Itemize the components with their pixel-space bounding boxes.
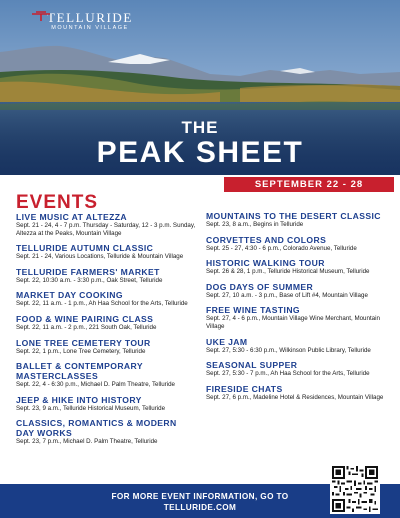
event-title: TELLURIDE FARMERS' MARKET [16,266,160,277]
event-item [206,235,386,253]
event-title: MOUNTAINS TO THE DESERT CLASSIC [206,211,381,221]
event-detail: Sept. 22, 4 - 6:30 p.m., Michael D. Palm Theatre, Telluride [16,381,176,389]
title-the: THE [181,118,219,137]
events-column-left [16,212,196,452]
event-title: FIRESIDE CHATS [206,383,283,394]
event-title: TELLURIDE AUTUMN CLASSIC [16,243,154,254]
event-detail: Sept. 27, 5:30 - 6:30 p.m., Wilkinson Public Library, Telluride [206,346,371,354]
qr-code-icon [332,466,378,512]
event-item [206,258,386,276]
event-detail: Sept. 22, 11 a.m. - 1 p.m., Ah Haa School for the Arts, Telluride [16,300,188,308]
event-item [206,282,386,300]
footer-text: FOR MORE EVENT INFORMATION, GO TO [111,492,289,501]
event-detail: Sept. 23, 7 p.m., Michael D. Palm Theatre, Telluride [16,438,158,446]
telluride-logo [30,11,150,32]
event-detail: Sept. 27, 10 a.m. - 3 p.m., Base of Lift #4, Mountain Village [206,291,368,299]
event-detail: Sept. 22, 1 p.m., Lone Tree Cemetery, Telluride [16,347,146,355]
event-title: FREE WINE TASTING [206,305,301,316]
events-column-right [206,211,386,407]
event-detail: Sept. 22, 10:30 a.m. - 3:30 p.m., Oak Street, Telluride [16,276,163,284]
event-detail: Sept. 23, 8 a.m., Begins in Telluride [206,221,304,228]
page-title: PEAK SHEET [96,136,304,169]
event-item [16,418,196,446]
brand-tagline: MOUNTAIN VILLAGE [51,25,129,31]
event-title: BALLET & CONTEMPORARY MASTERCLASSES [16,361,143,382]
brand-name: TELLURIDE [47,10,133,25]
logo-emblem-icon [30,11,52,21]
event-title: DOG DAYS OF SUMMER [206,281,314,292]
event-item [206,384,386,402]
event-item [16,243,196,261]
event-title: JEEP & HIKE INTO HISTORY [16,394,142,405]
event-detail: Sept. 22, 11 a.m. - 2 p.m., 221 South Oak, Telluride [16,323,157,331]
event-title: SEASONAL SUPPER [206,360,298,371]
event-title: CORVETTES AND COLORS [206,234,327,245]
event-item [16,361,196,389]
event-detail: Sept. 27, 4 - 6 p.m., Mountain Village Wine Merchant, Mountain Village [206,315,380,330]
event-item [16,338,196,356]
event-title: LIVE MUSIC AT ALTEZZA [16,212,128,222]
hero-mountain-photo [0,0,400,175]
event-item [16,267,196,285]
event-title: MARKET DAY COOKING [16,290,123,301]
event-title: CLASSICS, ROMANTICS & MODERN DAY WORKS [16,418,177,439]
website-link[interactable]: TELLURIDE.COM [163,503,237,512]
event-detail: Sept. 27, 6 p.m., Madeline Hotel & Residences, Mountain Village [206,393,384,401]
event-item [16,314,196,332]
qr-code[interactable] [330,464,380,514]
event-detail: Sept. 23, 9 a.m., Telluride Historical Museum, Telluride [16,404,166,412]
event-item [206,211,386,229]
event-detail: Sept. 27, 5:30 - 7 p.m., Ah Haa School for the Arts, Telluride [206,370,370,378]
event-detail: Sept. 21 - 24, Various Locations, Telluride & Mountain Village [16,253,184,261]
event-title: LONE TREE CEMETERY TOUR [16,337,151,348]
event-detail: Sept. 26 & 28, 1 p.m., Telluride Historical Museum, Telluride [206,268,370,276]
event-title: UKE JAM [206,336,248,347]
date-range-banner: SEPTEMBER 22 - 28 [224,177,394,192]
event-item [206,305,386,330]
event-item [206,360,386,378]
events-heading: EVENTS [16,192,99,213]
event-title: HISTORIC WALKING TOUR [206,258,325,269]
event-item [16,290,196,308]
event-detail: Sept. 25 - 27, 4:30 - 6 p.m., Colorado Avenue, Telluride [206,244,357,252]
event-item [16,395,196,413]
event-item [16,212,196,237]
event-item [206,337,386,355]
event-detail: Sept. 21 - 24, 4 - 7 p.m. Thursday - Saturday, 12 - 3 p.m. Sunday, Altezza at the Peaks, Mountain Village [16,222,196,237]
event-title: FOOD & WINE PAIRING CLASS [16,313,154,324]
